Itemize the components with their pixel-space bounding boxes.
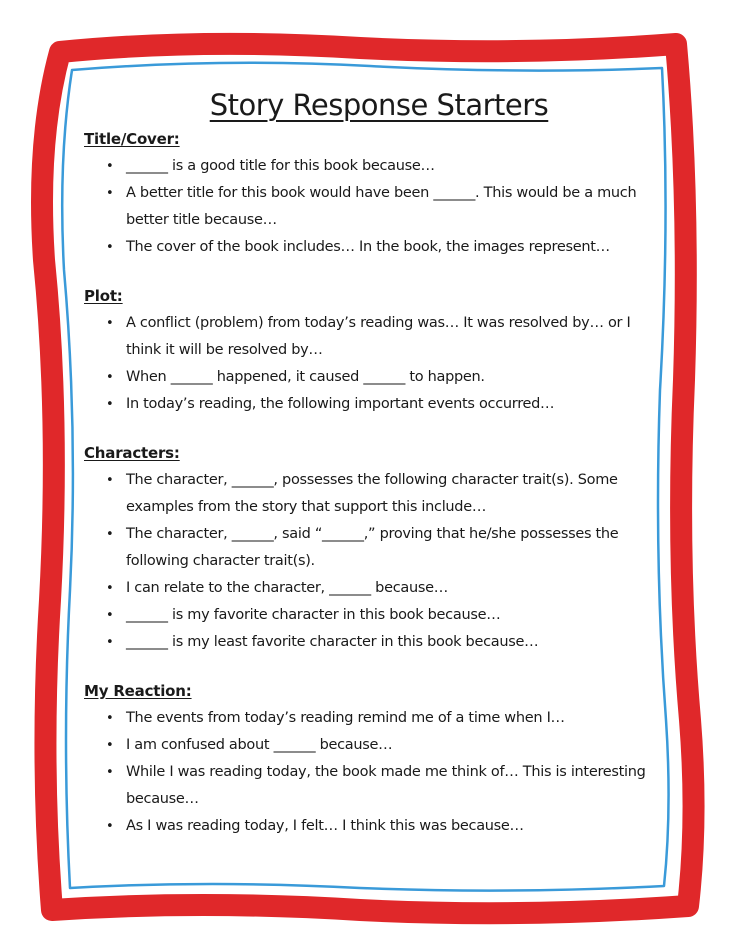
section-heading: Characters:	[84, 444, 180, 462]
bullet-icon: •	[106, 240, 114, 255]
list-item-text: In today’s reading, the following important events occurred…	[126, 396, 555, 412]
bullet-icon: •	[106, 473, 114, 488]
list-item	[84, 153, 654, 180]
section-plot	[84, 287, 654, 418]
item-list	[84, 310, 654, 418]
list-item	[84, 705, 654, 732]
list-item-text: ______ is my favorite character in this book because…	[126, 607, 501, 623]
list-item-text: A conflict (problem) from today’s reading was… It was resolved by… or I think it will be resolved by…	[126, 315, 631, 358]
list-item	[84, 467, 654, 521]
bullet-icon: •	[106, 711, 114, 726]
list-item-text: I am confused about ______ because…	[126, 737, 393, 753]
list-item-text: The cover of the book includes… In the book, the images represent…	[126, 239, 610, 255]
section-my-reaction	[84, 682, 654, 840]
section-heading: Title/Cover:	[84, 130, 180, 148]
section-characters	[84, 444, 654, 656]
list-item	[84, 521, 654, 575]
document-body	[84, 88, 654, 840]
bullet-icon: •	[106, 581, 114, 596]
bullet-icon: •	[106, 527, 114, 542]
section-title-cover	[84, 130, 654, 261]
section-heading: Plot:	[84, 287, 123, 305]
item-list	[84, 467, 654, 656]
list-item-text: ______ is a good title for this book because…	[126, 158, 435, 174]
list-item	[84, 310, 654, 364]
list-item-text: ______ is my least favorite character in this book because…	[126, 634, 539, 650]
list-item	[84, 234, 654, 261]
bullet-icon: •	[106, 738, 114, 753]
list-item	[84, 575, 654, 602]
list-item	[84, 364, 654, 391]
list-item	[84, 602, 654, 629]
item-list	[84, 705, 654, 840]
bullet-icon: •	[106, 316, 114, 331]
item-list	[84, 153, 654, 261]
list-item	[84, 759, 654, 813]
bullet-icon: •	[106, 186, 114, 201]
list-item	[84, 629, 654, 656]
bullet-icon: •	[106, 608, 114, 623]
bullet-icon: •	[106, 765, 114, 780]
bullet-icon: •	[106, 159, 114, 174]
bullet-icon: •	[106, 819, 114, 834]
bullet-icon: •	[106, 635, 114, 650]
list-item-text: The events from today’s reading remind me of a time when I…	[126, 710, 565, 726]
section-heading: My Reaction:	[84, 682, 192, 700]
list-item-text: A better title for this book would have been ______. This would be a much better title because…	[126, 185, 637, 228]
list-item	[84, 732, 654, 759]
list-item	[84, 391, 654, 418]
bullet-icon: •	[106, 370, 114, 385]
list-item	[84, 180, 654, 234]
list-item-text: While I was reading today, the book made me think of… This is interesting because…	[126, 764, 646, 807]
list-item-text: As I was reading today, I felt… I think this was because…	[126, 818, 524, 834]
list-item-text: When ______ happened, it caused ______ to happen.	[126, 369, 485, 385]
list-item-text: I can relate to the character, ______ because…	[126, 580, 448, 596]
list-item	[84, 813, 654, 840]
list-item-text: The character, ______, possesses the following character trait(s). Some examples from the story that support this include…	[126, 472, 618, 515]
list-item-text: The character, ______, said “______,” proving that he/she possesses the following character trait(s).	[126, 526, 619, 569]
page-title: Story Response Starters	[209, 88, 549, 122]
bullet-icon: •	[106, 397, 114, 412]
